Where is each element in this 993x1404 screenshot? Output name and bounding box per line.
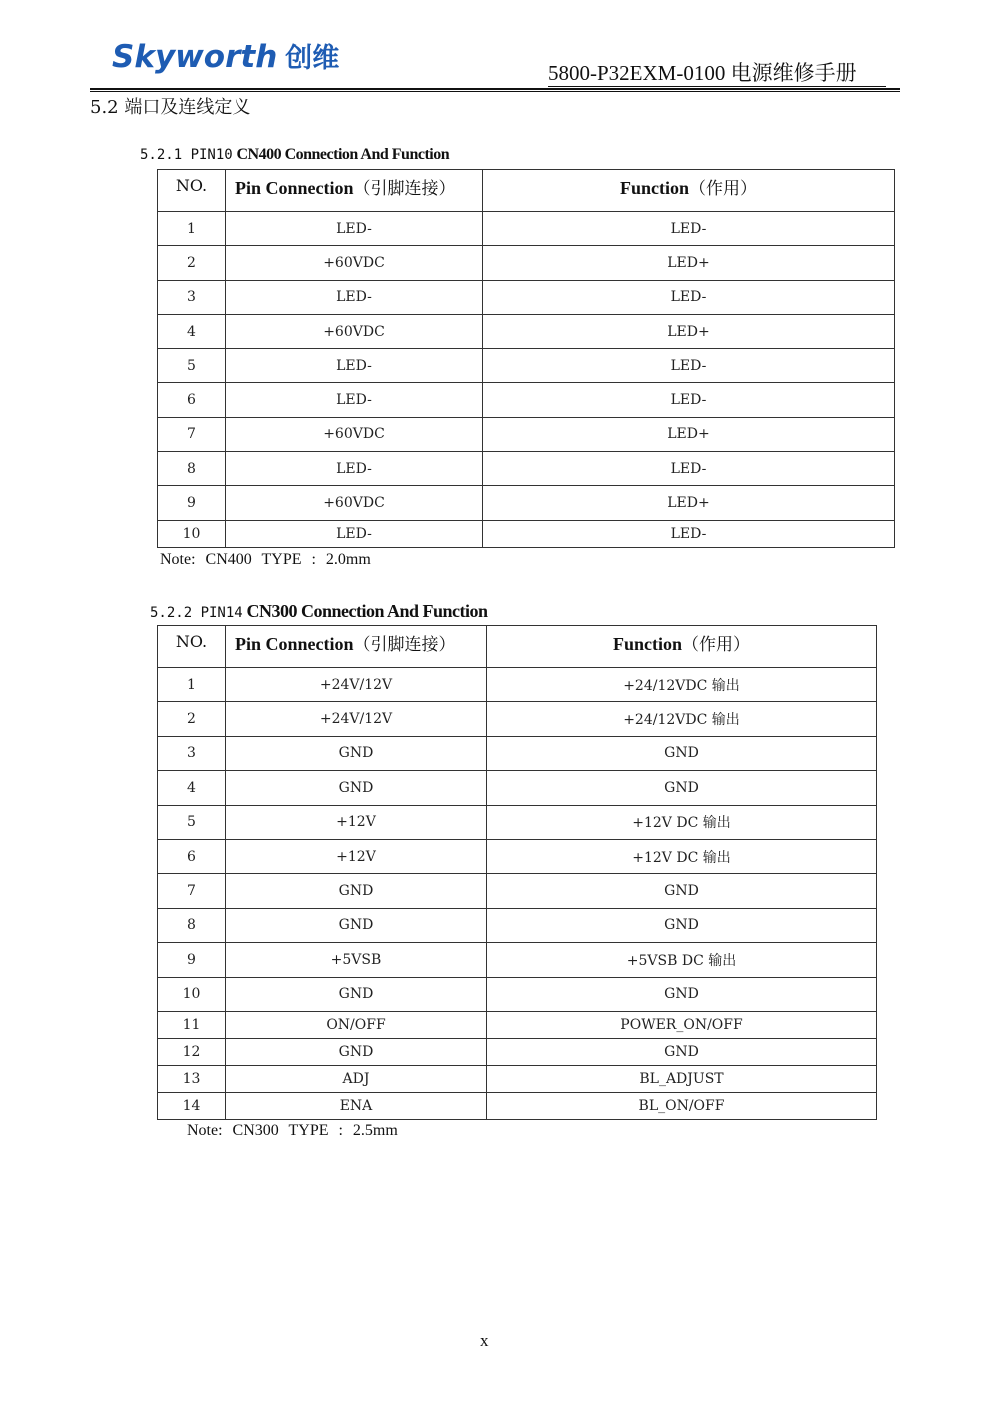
cell-pin: LED- [226, 383, 483, 417]
document-title: 5800-P32EXM-0100 电源维修手册 [548, 60, 886, 87]
cell-function: +5VSB DC 输出 [487, 943, 877, 977]
cell-pin: +12V [226, 839, 487, 873]
table-row [158, 668, 877, 702]
cell-no: 6 [158, 839, 226, 873]
cell-no: 12 [158, 1038, 226, 1065]
cell-pin: ENA [226, 1092, 487, 1119]
cell-function: BL_ON/OFF [487, 1092, 877, 1119]
cell-no: 2 [158, 246, 226, 280]
col-header-pin-cn: （引脚连接） [353, 635, 456, 655]
table-row [158, 280, 895, 314]
table-row [158, 771, 877, 805]
table-row [158, 349, 895, 383]
cell-function: +24/12VDC 输出 [487, 702, 877, 736]
table1-heading-title: CN400 Connection And Function [236, 146, 450, 163]
cn300-table [157, 625, 877, 1120]
header-rule-thin [90, 91, 900, 92]
cell-pin: +24V/12V [226, 702, 487, 736]
table2-note: Note: CN300 TYPE : 2.5mm [187, 1122, 398, 1139]
table-row [158, 839, 877, 873]
cell-function: GND [487, 1038, 877, 1065]
cell-function: LED- [483, 452, 895, 486]
table-row [158, 736, 877, 770]
table-row [158, 874, 877, 908]
cell-no: 1 [158, 212, 226, 246]
cell-pin: GND [226, 874, 487, 908]
cell-pin: +60VDC [226, 417, 483, 451]
cell-function: GND [487, 736, 877, 770]
cell-no: 5 [158, 349, 226, 383]
table-row [158, 486, 895, 520]
cell-no: 13 [158, 1065, 226, 1092]
table-row [158, 212, 895, 246]
table1-heading-number: 5.2.1 PIN10 [140, 147, 233, 163]
cell-function: LED+ [483, 246, 895, 280]
cell-pin: GND [226, 736, 487, 770]
col-header-function [487, 626, 877, 668]
cell-pin: ADJ [226, 1065, 487, 1092]
table-row [158, 943, 877, 977]
table-row [158, 520, 895, 547]
table-row [158, 383, 895, 417]
cell-no: 8 [158, 908, 226, 942]
table1-note: Note: CN400 TYPE : 2.0mm [160, 551, 371, 568]
table-header-row [158, 626, 877, 668]
cell-function: GND [487, 977, 877, 1011]
cell-pin: +60VDC [226, 246, 483, 280]
cell-no: 7 [158, 417, 226, 451]
cell-no: 7 [158, 874, 226, 908]
cell-function: LED- [483, 280, 895, 314]
col-header-function-label: Function [612, 634, 682, 654]
table-row [158, 1092, 877, 1119]
cell-no: 6 [158, 383, 226, 417]
cell-pin: LED- [226, 349, 483, 383]
cell-pin: LED- [226, 520, 483, 547]
table-row [158, 417, 895, 451]
col-header-no: NO. [158, 170, 226, 212]
cell-function: +12V DC 输出 [487, 805, 877, 839]
cell-function: LED+ [483, 314, 895, 348]
cell-pin: GND [226, 977, 487, 1011]
cell-no: 14 [158, 1092, 226, 1119]
cell-function: LED+ [483, 486, 895, 520]
cell-pin: GND [226, 908, 487, 942]
cell-pin: +24V/12V [226, 668, 487, 702]
col-header-function-cn: （作用） [689, 179, 757, 199]
table-header-row [158, 170, 895, 212]
cell-pin: GND [226, 771, 487, 805]
cell-no: 9 [158, 943, 226, 977]
table-row [158, 702, 877, 736]
header-rule-thick [90, 88, 900, 90]
col-header-pin-label: Pin Connection [235, 634, 354, 654]
cell-no: 4 [158, 771, 226, 805]
cell-function: BL_ADJUST [487, 1065, 877, 1092]
section-heading: 5.2 端口及连线定义 [90, 97, 251, 118]
cell-no: 3 [158, 280, 226, 314]
cell-pin: +12V [226, 805, 487, 839]
cell-function: GND [487, 874, 877, 908]
brand-logo [112, 39, 340, 75]
cell-function: GND [487, 908, 877, 942]
cell-function: LED+ [483, 417, 895, 451]
cell-no: 9 [158, 486, 226, 520]
table-row [158, 314, 895, 348]
table-row [158, 1065, 877, 1092]
brand-logo-latin: Skyworth [112, 39, 278, 75]
cell-no: 5 [158, 805, 226, 839]
table2-heading-title: CN300 Connection And Function [246, 601, 488, 621]
cell-no: 2 [158, 702, 226, 736]
col-header-pin-cn: （引脚连接） [353, 179, 456, 199]
cell-no: 11 [158, 1011, 226, 1038]
col-header-pin [226, 170, 483, 212]
table2-heading-number: 5.2.2 PIN14 [150, 605, 243, 621]
table2-heading [150, 601, 488, 622]
cell-function: LED- [483, 349, 895, 383]
cell-pin: LED- [226, 212, 483, 246]
brand-logo-cn: 创维 [285, 43, 340, 74]
cell-no: 1 [158, 668, 226, 702]
cell-function: LED- [483, 520, 895, 547]
cell-pin: LED- [226, 280, 483, 314]
cell-function: GND [487, 771, 877, 805]
cell-function: LED- [483, 383, 895, 417]
cell-no: 4 [158, 314, 226, 348]
cell-pin: GND [226, 1038, 487, 1065]
table-row [158, 246, 895, 280]
col-header-function-label: Function [619, 178, 689, 198]
cn400-table [157, 169, 895, 548]
cell-pin: +5VSB [226, 943, 487, 977]
cell-pin: LED- [226, 452, 483, 486]
table-row [158, 805, 877, 839]
cell-no: 3 [158, 736, 226, 770]
cell-no: 10 [158, 520, 226, 547]
cell-no: 10 [158, 977, 226, 1011]
col-header-pin-label: Pin Connection [235, 178, 354, 198]
page-number: x [480, 1331, 489, 1350]
table1-heading [140, 146, 449, 164]
table-row [158, 1011, 877, 1038]
table-row [158, 1038, 877, 1065]
cell-pin: ON/OFF [226, 1011, 487, 1038]
cell-pin: +60VDC [226, 486, 483, 520]
col-header-no: NO. [158, 626, 226, 668]
col-header-function-cn: （作用） [682, 635, 750, 655]
col-header-pin [226, 626, 487, 668]
cell-function: +12V DC 输出 [487, 839, 877, 873]
table-row [158, 908, 877, 942]
cell-function: LED- [483, 212, 895, 246]
cell-function: +24/12VDC 输出 [487, 668, 877, 702]
cell-function: POWER_ON/OFF [487, 1011, 877, 1038]
cell-no: 8 [158, 452, 226, 486]
cell-pin: +60VDC [226, 314, 483, 348]
col-header-function [483, 170, 895, 212]
table-row [158, 977, 877, 1011]
table-row [158, 452, 895, 486]
